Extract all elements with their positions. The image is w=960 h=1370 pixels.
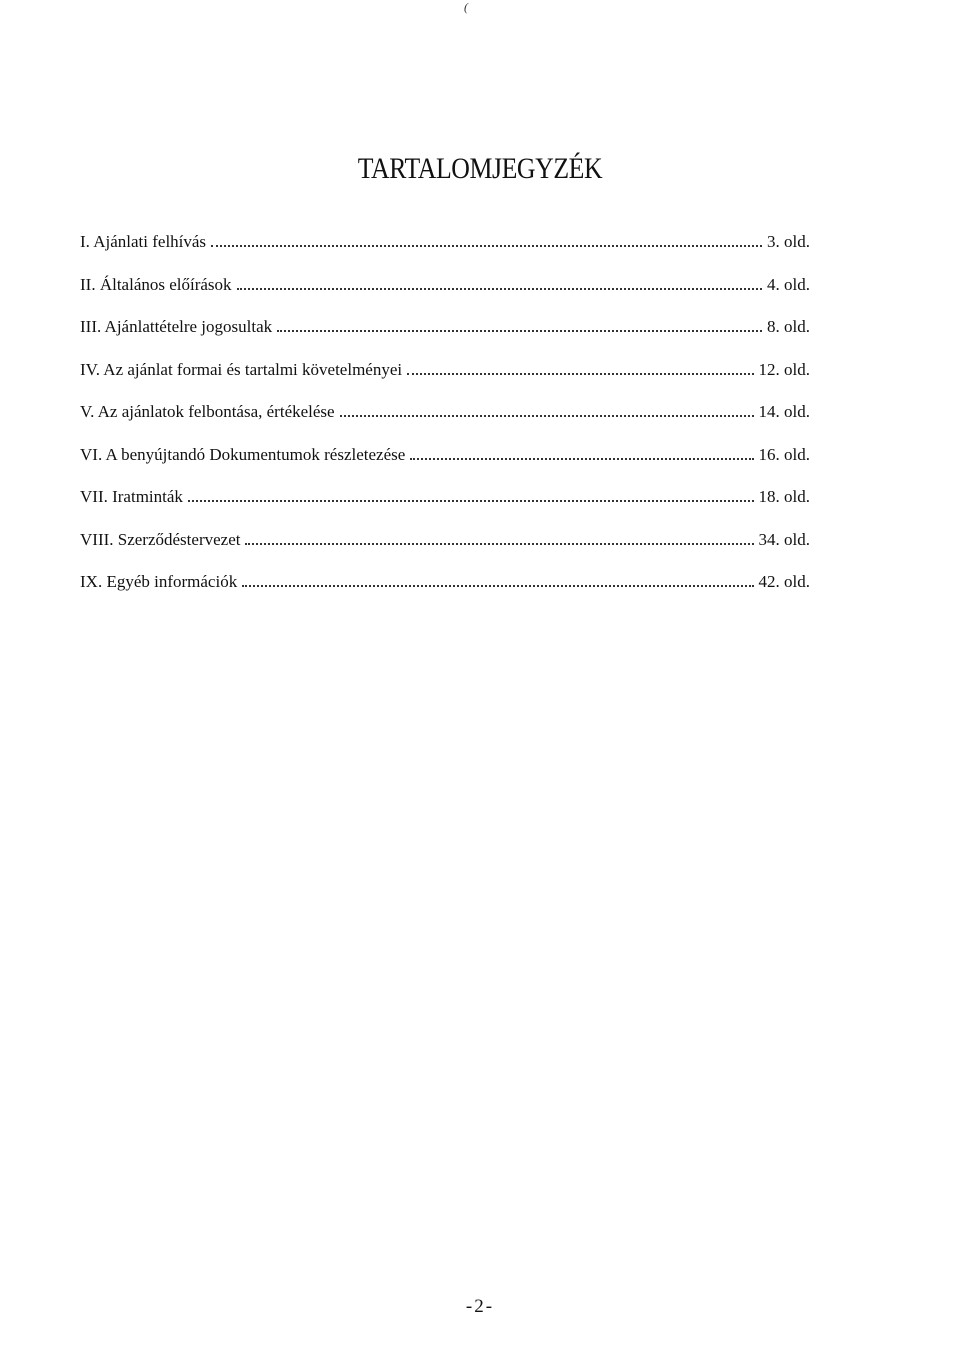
toc-entry-8 [80, 526, 810, 569]
toc-entry-label: VIII. Szerződéstervezet [80, 529, 241, 549]
toc-entry-label: VI. A benyújtandó Dokumentumok részletezése [80, 444, 406, 464]
toc-dot-leader [340, 415, 754, 417]
toc-dot-leader [410, 458, 753, 460]
toc-dot-leader [245, 543, 753, 545]
toc-entry-label: I. Ajánlati felhívás [80, 232, 207, 251]
toc-entry-4 [80, 356, 810, 399]
toc-entry-page: 18. old. [758, 487, 810, 506]
scan-mark: ( [464, 0, 468, 14]
toc-entry-page: 4. old. [767, 274, 810, 294]
toc-entry-7 [80, 483, 810, 526]
toc-entry-label: IV. Az ajánlat formai és tartalmi követelményei [80, 359, 403, 379]
toc-entry-1 [80, 228, 810, 271]
toc-dot-leader [242, 585, 753, 587]
toc-entry-label: IX. Egyéb információk [80, 572, 238, 591]
toc-entry-label: II. Általános előírások [80, 274, 232, 294]
toc-entry-page: 34. old. [758, 529, 810, 549]
toc-dot-leader [237, 288, 762, 290]
toc-entry-page: 12. old. [758, 359, 810, 379]
toc-entry-label: III. Ajánlattételre jogosultak [80, 317, 273, 336]
toc-entry-page: 16. old. [758, 444, 810, 464]
toc-dot-leader [211, 245, 762, 247]
toc-dot-leader [188, 500, 754, 502]
toc-entry-page: 3. old. [767, 232, 810, 251]
toc-entry-5 [80, 398, 810, 441]
toc-entry-6 [80, 441, 810, 484]
toc-entry-label: V. Az ajánlatok felbontása, értékelése [80, 402, 335, 421]
toc-entry-2 [80, 271, 810, 314]
toc-dot-leader [277, 330, 762, 332]
table-of-contents [80, 228, 810, 611]
toc-entry-9 [80, 568, 810, 611]
toc-entry-page: 14. old. [758, 402, 810, 421]
page-number: -2- [465, 1296, 495, 1317]
page-title: TARTALOMJEGYZÉK [357, 152, 603, 185]
toc-entry-3 [80, 313, 810, 356]
toc-dot-leader [407, 373, 753, 375]
toc-entry-page: 42. old. [758, 572, 810, 591]
toc-entry-label: VII. Iratminták [80, 487, 183, 506]
toc-entry-page: 8. old. [767, 317, 810, 336]
